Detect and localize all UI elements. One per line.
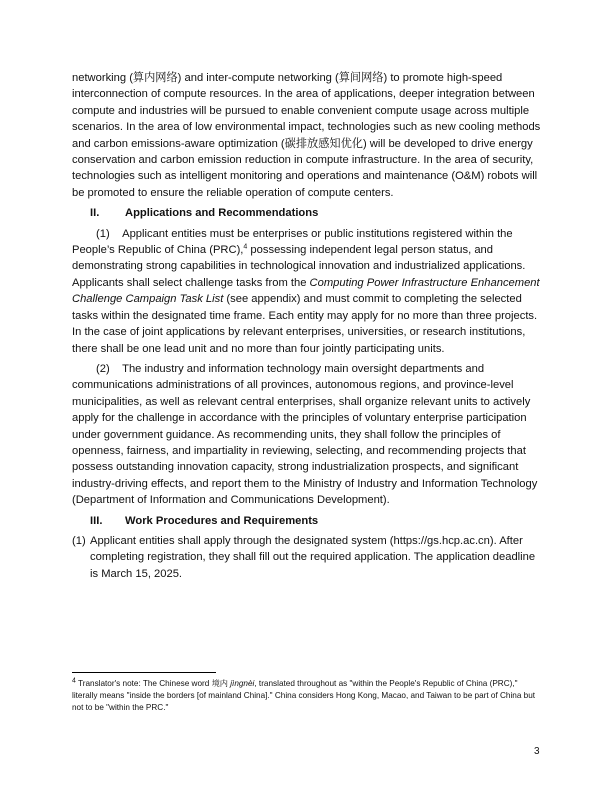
numbered-paragraph (72, 226, 542, 357)
body-paragraph: networking (算内网络) and inter-compute networking (算间网络) to promote high-speed interconnection of compute resources. In the area of applications, deeper integration between compute and industries will be pursued to enable convenient compute usage across multiple scenarios. In the area of low environmental impact, technologies such as new cooling methods and carbon emissions-aware optimization (碳排放感知优化) will be developed to drive energy conservation and carbon emission reduction in compute infrastructure. In the area of security, technologies such as intelligent monitoring and operations and maintenance (O&M) robots will be promoted to ensure the reliable operation of compute centers. (72, 72, 541, 199)
footnote-pinyin: jìngnèi (230, 679, 255, 688)
section-heading (90, 513, 542, 529)
footnote-reference[interactable]: 4 (243, 243, 248, 251)
footnote (72, 678, 542, 714)
section-number: III. (90, 514, 103, 527)
numbered-paragraph: (2) The industry and information technology main oversight departments and communications administrations of all provinces, autonomous regions, and province-level municipalities, as well as relevant central enterprises, shall organize relevant units to actively apply for the challenge in accordance with the principles of voluntary enterprise participation under government guidance. As recommending units, they shall follow the principles of openness, fairness, and impartiality in reviewing, selecting, and recommending projects that possess outstanding innovation capacity, strong industrialization prospects, and significant industry-driving effects, and report them to the Ministry of Industry and Information Technology (Department of Information and Communications Development). (72, 362, 538, 507)
footnote-divider (72, 672, 216, 673)
document-body (72, 70, 542, 582)
list-item (72, 533, 542, 582)
list-number: (1) (72, 534, 86, 547)
page-number: 3 (534, 746, 540, 757)
section-title: Work Procedures and Requirements (125, 514, 319, 527)
list-text: Applicant entities shall apply through the designated system (https://gs.hcp.ac.cn). After completing registration, they shall fill out the required application. The application deadline is March 15, 2025. (90, 534, 536, 580)
section-title: Applications and Recommendations (125, 207, 319, 220)
footnote-mark: 4 (72, 677, 76, 685)
section-heading (90, 205, 542, 221)
task-list-title: Computing Power Infrastructure Enhancement Challenge Campaign Task List (72, 276, 540, 306)
paragraph-text: (see appendix) and must commit to completing the selected tasks within the designated time frame. Each entity may apply for no more than three projects. In the case of joint applications by relevant enterprises, universities, or research institutions, there shall be one lead unit and no more than four jointly participating units. (72, 293, 538, 355)
paragraph-text: possessing independent legal person status, and demonstrating strong capabilities in technological innovation and industrialized applications. Applicants shall select challenge tasks from the (72, 244, 526, 289)
footnote-text: Translator's note: The Chinese word 境内 (75, 679, 231, 688)
section-number: II. (90, 207, 100, 220)
paragraph-text: (1) Applicant entities must be enterprises or public institutions registered within the People’s Republic of China (PRC), (72, 227, 513, 257)
footnote-text: , translated throughout as "within the People's Republic of China (PRC)," literally means "inside the borders [of mainland China]." China considers Hong Kong, Macao, and Taiwan to be part of China but not to be "within the PRC." (72, 679, 536, 712)
